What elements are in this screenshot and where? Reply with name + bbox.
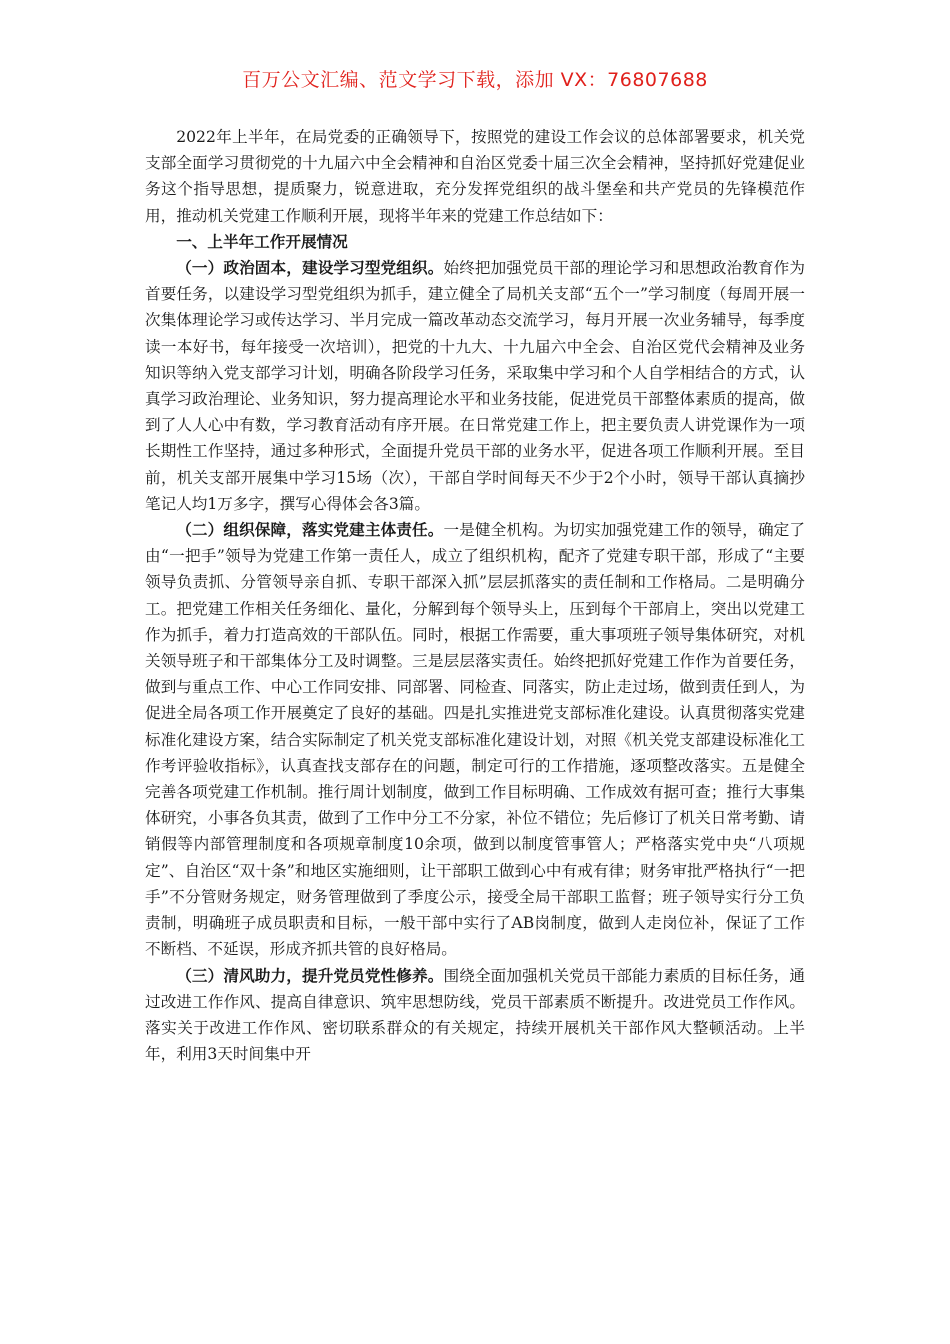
- subsection-1-heading: （一）政治固本，建设学习型党组织。: [176, 258, 444, 278]
- subsection-3-heading: （三）清风助力，提升党员党性修养。: [176, 965, 444, 985]
- document-body: [145, 124, 805, 1067]
- subsection-2-body: 一是健全机构。为切实加强党建工作的领导，确定了由“一把手”领导为党建工作第一责任人，成立了组织机构，配齐了党建专职干部，形成了“主要领导负责抓、分管领导亲自抓、专职干部深入抓”层层抓落实的责任制和工作格局。二是明确分工。把党建工作相关任务细化、量化，分解到每个领导头上，压到每个干部肩上，突出以党建工作为抓手，着力打造高效的干部队伍。同时，根据工作需要，重大事项班子领导集体研究，对机关领导班子和干部集体分工及时调整。三是层层落实责任。始终把抓好党建工作作为首要任务，做到与重点工作、中心工作同安排、同部署、同检查、同落实，防止走过场，做到责任到人，为促进全局各项工作开展奠定了良好的基础。四是扎实推进党支部标准化建设。认真贯彻落实党建标准化建设方案，结合实际制定了机关党支部标准化建设计划，对照《机关党支部建设标准化工作考评验收指标》，认真查找支部存在的问题，制定可行的工作措施，逐项整改落实。五是健全完善各项党建工作机制。推行周计划制度，做到工作目标明确、工作成效有据可查；推行大事集体研究，小事各负其责，做到了工作中分工不分家，补位不错位；先后修订了机关日常考勤、请销假等内部管理制度和各项规章制度10余项，做到以制度管事管人；严格落实党中央“八项规定”、自治区“双十条”和地区实施细则，让干部职工做到心中有戒有律；财务审批严格执行“一把手”不分管财务规定，财务管理做到了季度公示，接受全局干部职工监督；班子领导实行分工负责制，明确班子成员职责和目标，一般干部中实行了AB岗制度，做到人走岗位补，保证了工作不断档、不延误，形成齐抓共管的良好格局。: [145, 521, 805, 959]
- subsection-3-body: 围绕全面加强机关党员干部能力素质的目标任务，通过改进工作作风、提高自律意识、筑牢思想防线，党员干部素质不断提升。改进党员工作作风。落实关于改进工作作风、密切联系群众的有关规定，持续开展机关干部作风大整顿活动。上半年，利用3天时间集中开: [145, 966, 805, 1064]
- subsection-1-body: 始终把加强党员干部的理论学习和思想政治教育作为首要任务，以建设学习型党组织为抓手，建立健全了局机关支部“五个一”学习制度（每周开展一次集体理论学习或传达学习、半月完成一篇改革动态交流学习，每月开展一次业务辅导，每季度读一本好书，每年接受一次培训），把党的十九大、十九届六中全会、自治区党代会精神及业务知识等纳入党支部学习计划，明确各阶段学习任务，采取集中学习和个人自学相结合的方式，认真学习政治理论、业务知识，努力提高理论水平和业务技能，促进党员干部整体素质的提高，做到了人人心中有数，学习教育活动有序开展。在日常党建工作上，把主要负责人讲党课作为一项长期性工作坚持，通过多种形式，全面提升党员干部的业务水平，促进各项工作顺利开展。至目前，机关支部开展集中学习15场（次），干部自学时间每天不少于2个小时，领导干部认真摘抄笔记人均1万多字，撰写心得体会各3篇。: [145, 259, 805, 513]
- section-heading: 一、上半年工作开展情况: [176, 231, 348, 251]
- subsection-2-heading: （二）组织保障，落实党建主体责任。: [176, 520, 444, 540]
- subsection-1-paragraph: [145, 255, 805, 517]
- subsection-2-paragraph: [145, 517, 805, 962]
- promo-banner: 百万公文汇编、范文学习下载，添加 VX：76807688: [242, 69, 708, 91]
- subsection-3-paragraph: [145, 963, 805, 1068]
- intro-paragraph: 2022年上半年，在局党委的正确领导下，按照党的建设工作会议的总体部署要求，机关党支部全面学习贯彻党的十九届六中全会精神和自治区党委十届三次全会精神，坚持抓好党建促业务这个指导思想，提质聚力，锐意进取，充分发挥党组织的战斗堡垒和共产党员的先锋模范作用，推动机关党建工作顺利开展，现将半年来的党建工作总结如下：: [145, 128, 805, 225]
